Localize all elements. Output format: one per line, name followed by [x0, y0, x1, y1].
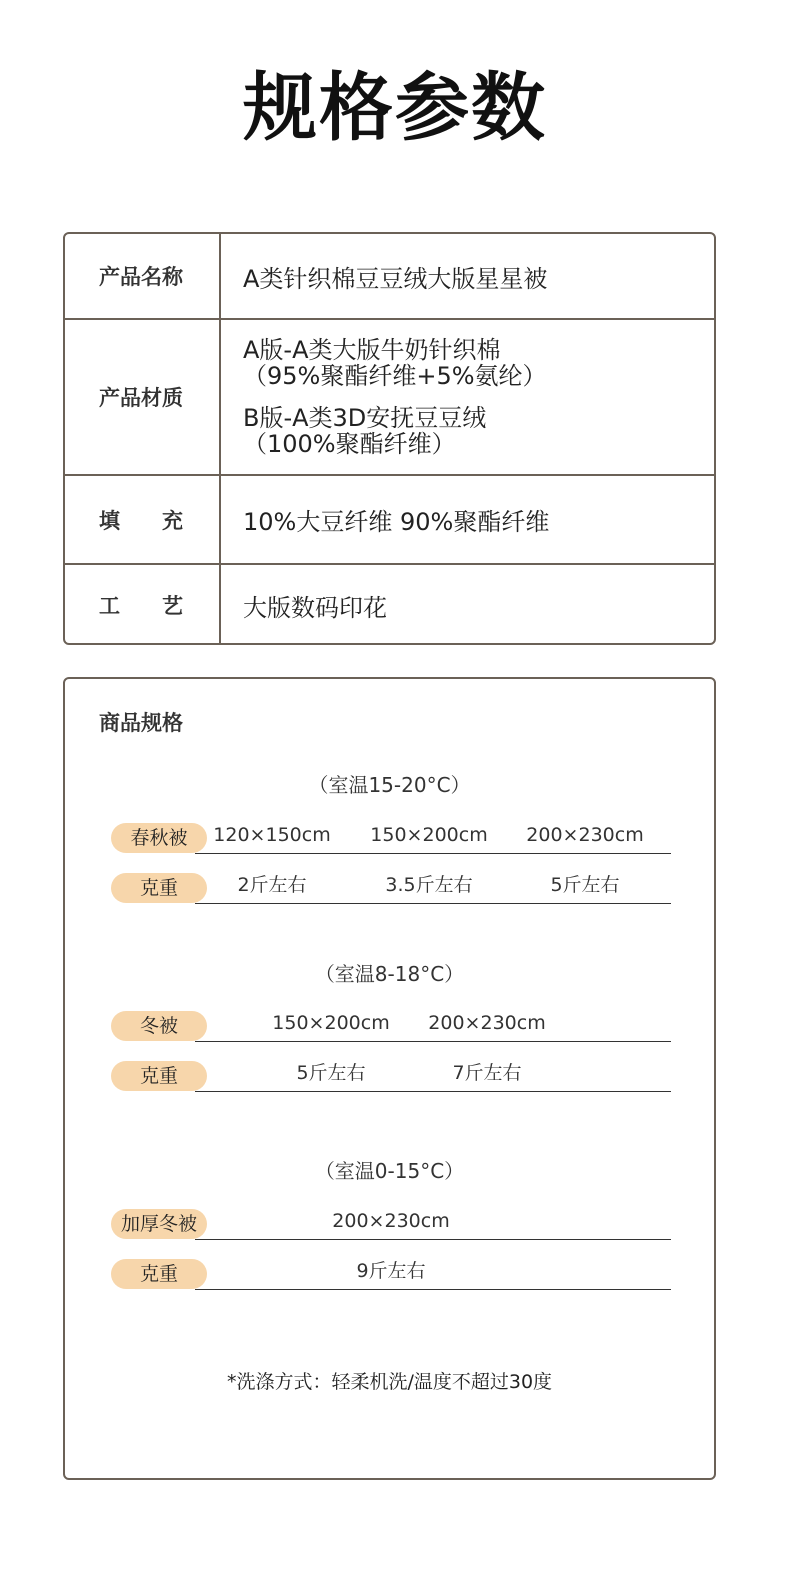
- size-badge: 春秋被: [111, 823, 207, 853]
- table-row-name: [65, 234, 714, 320]
- weight-row: [111, 1058, 671, 1092]
- row-value: 10%大豆纤维 90%聚酯纤维: [243, 508, 550, 536]
- row-value: A类针织棉豆豆绒大版星星被: [243, 264, 548, 293]
- temperature-label: （室温8-18°C）: [314, 962, 465, 986]
- box-title: 商品规格: [99, 711, 183, 735]
- table-row-filling: [65, 476, 714, 565]
- washing-note: *洗涤方式：轻柔机洗/温度不超过30度: [226, 1371, 553, 1393]
- size-row: [111, 1206, 671, 1240]
- weight-value: 5斤左右: [296, 1062, 366, 1084]
- row-label: 产品名称: [65, 234, 221, 318]
- table-row-craft: [65, 565, 714, 645]
- weight-row: [111, 870, 671, 904]
- material-line: （95%聚酯纤维+5%氨纶）: [243, 362, 547, 390]
- weight-value: 2斤左右: [237, 874, 307, 896]
- temperature-label: （室温15-20°C）: [308, 773, 471, 797]
- weight-value: 3.5斤左右: [385, 874, 473, 896]
- size-value: 150×200cm: [272, 1012, 390, 1034]
- label-char: 充: [162, 508, 183, 533]
- size-row: [111, 820, 671, 854]
- material-line: （100%聚酯纤维）: [243, 430, 456, 458]
- table-row-material: [65, 320, 714, 476]
- material-line: B版-A类3D安抚豆豆绒: [243, 404, 487, 432]
- weight-value: 7斤左右: [452, 1062, 522, 1084]
- label-char: 工: [99, 594, 120, 618]
- label-char: 填: [99, 508, 120, 533]
- weight-row: [111, 1256, 671, 1290]
- row-value: [243, 320, 704, 474]
- size-value: 200×230cm: [428, 1012, 546, 1034]
- label-char: 艺: [162, 594, 183, 618]
- weight-value: 5斤左右: [550, 874, 620, 896]
- weight-badge: 克重: [111, 1061, 207, 1091]
- row-value: 大版数码印花: [243, 593, 387, 622]
- weight-badge: 克重: [111, 873, 207, 903]
- page-title: 规格参数: [243, 65, 547, 151]
- temperature-label: （室温0-15°C）: [314, 1159, 465, 1183]
- weight-value: 9斤左右: [356, 1260, 426, 1282]
- size-value: 120×150cm: [213, 824, 331, 846]
- size-value: 150×200cm: [370, 824, 488, 846]
- weight-badge: 克重: [111, 1259, 207, 1289]
- spec-table: [63, 232, 716, 645]
- size-badge: 冬被: [111, 1011, 207, 1041]
- size-value: 200×230cm: [526, 824, 644, 846]
- size-badge: 加厚冬被: [111, 1209, 207, 1239]
- row-label: 产品材质: [65, 320, 221, 474]
- size-row: [111, 1008, 671, 1042]
- spec-box: [63, 677, 716, 1480]
- row-label: [65, 565, 221, 645]
- size-value: 200×230cm: [332, 1210, 450, 1232]
- row-label: [65, 476, 221, 563]
- material-line: A版-A类大版牛奶针织棉: [243, 336, 501, 364]
